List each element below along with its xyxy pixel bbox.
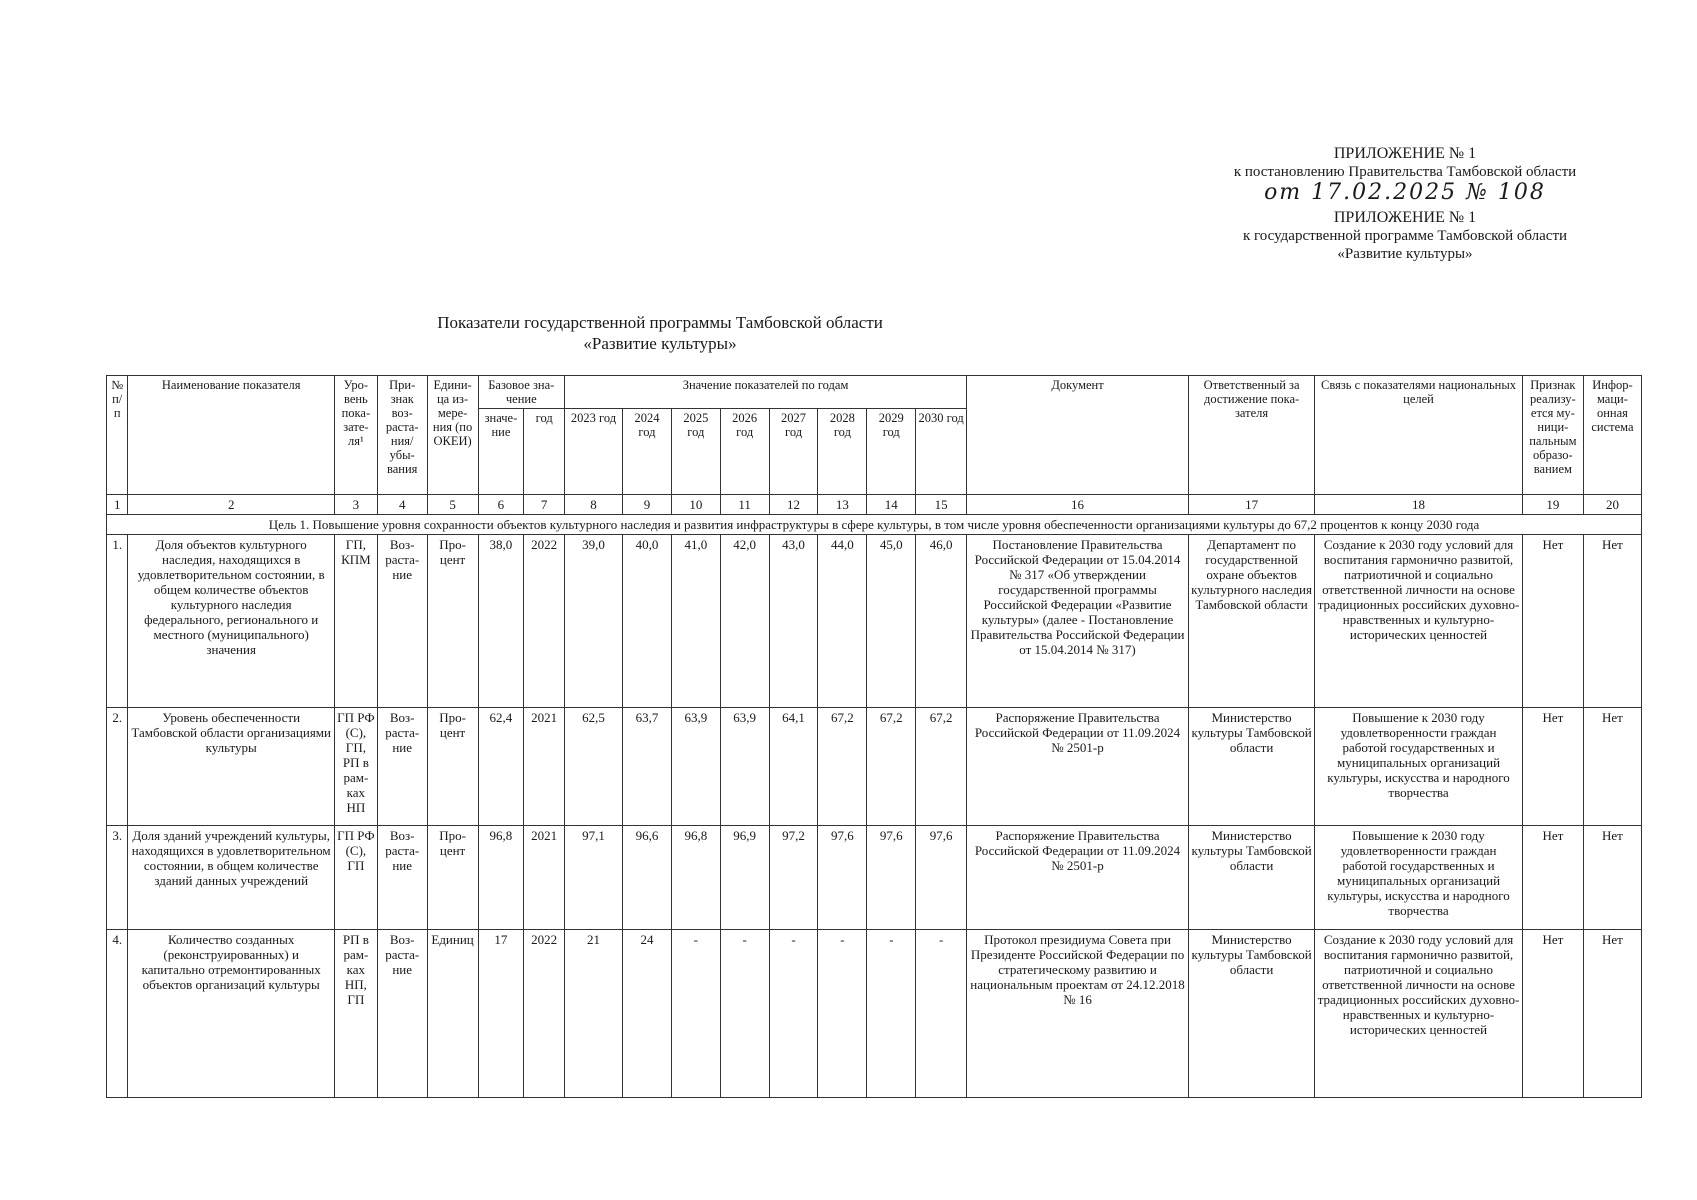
col-number: 6 bbox=[478, 495, 524, 515]
cell-2027: 64,1 bbox=[769, 708, 818, 826]
cell-2028: 44,0 bbox=[818, 535, 867, 708]
cell-2029: 67,2 bbox=[867, 708, 916, 826]
cell-base-year: 2021 bbox=[524, 826, 565, 930]
col-number: 14 bbox=[867, 495, 916, 515]
cell-document: Постановление Правительства Российской Федерации от 15.04.2014 № 317 «Об утверждении государственной программы Российской Федерации «Развитие культуры» (далее - Постановление Правительства Российской Федерации от 15.04.2014 № 317) bbox=[967, 535, 1189, 708]
cell-num: 3. bbox=[107, 826, 128, 930]
header-year-2026: 2026 год bbox=[720, 409, 769, 495]
cell-unit: Про-цент bbox=[427, 826, 478, 930]
cell-name: Доля объектов культурного наследия, находящихся в удовлетворительном состоянии, в общем количестве объектов культурного наследия федерального, регионального и местного (муниципального) значения bbox=[128, 535, 335, 708]
cell-national-goal: Повышение к 2030 году удовлетворенности граждан работой государственных и муниципальных организаций культуры, искусства и народного творчества bbox=[1315, 826, 1523, 930]
table-row bbox=[107, 826, 1642, 930]
cell-trend: Воз-раста-ние bbox=[377, 708, 427, 826]
cell-base-year: 2022 bbox=[524, 535, 565, 708]
table-header bbox=[107, 376, 1642, 495]
cell-2028: - bbox=[818, 930, 867, 1098]
cell-base-value: 17 bbox=[478, 930, 524, 1098]
cell-responsible: Министерство культуры Тамбовской области bbox=[1188, 708, 1314, 826]
col-number: 12 bbox=[769, 495, 818, 515]
cell-national-goal: Создание к 2030 году условий для воспитания гармонично развитой, патриотичной и социально ответственной личности на основе традиционных российских духовно-нравственных и культурно-исторических ценностей bbox=[1315, 930, 1523, 1098]
header-year-2029: 2029 год bbox=[867, 409, 916, 495]
cell-2024: 40,0 bbox=[623, 535, 672, 708]
column-numbers-row bbox=[107, 495, 1642, 515]
cell-2025: 96,8 bbox=[671, 826, 720, 930]
cell-2029: 45,0 bbox=[867, 535, 916, 708]
cell-base-year: 2021 bbox=[524, 708, 565, 826]
appendix-block bbox=[1205, 145, 1605, 263]
header-year-2028: 2028 год bbox=[818, 409, 867, 495]
indicators-table bbox=[106, 375, 1642, 1098]
appendix-title-2: ПРИЛОЖЕНИЕ № 1 bbox=[1333, 209, 1477, 226]
appendix-program-ref: к государственной программе Тамбовской области bbox=[1242, 228, 1568, 244]
col-number: 9 bbox=[623, 495, 672, 515]
col-number: 10 bbox=[671, 495, 720, 515]
cell-municipal: Нет bbox=[1522, 708, 1583, 826]
cell-trend: Воз-раста-ние bbox=[377, 930, 427, 1098]
cell-responsible: Министерство культуры Тамбовской области bbox=[1188, 826, 1314, 930]
document-title bbox=[380, 312, 940, 354]
header-infosystem: Инфор-маци-онная система bbox=[1583, 376, 1641, 495]
col-number: 4 bbox=[377, 495, 427, 515]
cell-2026: - bbox=[720, 930, 769, 1098]
cell-base-year: 2022 bbox=[524, 930, 565, 1098]
cell-unit: Единиц bbox=[427, 930, 478, 1098]
cell-2024: 24 bbox=[623, 930, 672, 1098]
cell-2030: 46,0 bbox=[916, 535, 967, 708]
col-number: 18 bbox=[1315, 495, 1523, 515]
cell-document: Протокол президиума Совета при Президенте Российской Федерации по стратегическому развитию и национальным проектам от 24.12.2018 № 16 bbox=[967, 930, 1189, 1098]
col-number: 3 bbox=[335, 495, 378, 515]
cell-trend: Воз-раста-ние bbox=[377, 535, 427, 708]
document-title-line-1: Показатели государственной программы Тамбовской области bbox=[437, 313, 883, 332]
cell-2028: 67,2 bbox=[818, 708, 867, 826]
cell-2023: 62,5 bbox=[565, 708, 623, 826]
header-responsible: Ответственный за достижение пока-зателя bbox=[1188, 376, 1314, 495]
cell-responsible: Департамент по государственной охране объектов культурного наследия Тамбовской области bbox=[1188, 535, 1314, 708]
cell-unit: Про-цент bbox=[427, 535, 478, 708]
cell-base-value: 38,0 bbox=[478, 535, 524, 708]
cell-name: Доля зданий учреждений культуры, находящихся в удовлетворительном состоянии, в общем количестве зданий данных учреждений bbox=[128, 826, 335, 930]
col-number: 13 bbox=[818, 495, 867, 515]
col-number: 16 bbox=[967, 495, 1189, 515]
col-number: 17 bbox=[1188, 495, 1314, 515]
col-number: 20 bbox=[1583, 495, 1641, 515]
cell-base-value: 62,4 bbox=[478, 708, 524, 826]
cell-2024: 96,6 bbox=[623, 826, 672, 930]
header-document: Документ bbox=[967, 376, 1189, 495]
cell-name: Количество созданных (реконструированных) и капитально отремонтированных объектов организаций культуры bbox=[128, 930, 335, 1098]
cell-level: РП в рам-ках НП, ГП bbox=[335, 930, 378, 1098]
cell-2029: 97,6 bbox=[867, 826, 916, 930]
table-row bbox=[107, 930, 1642, 1098]
cell-2027: 97,2 bbox=[769, 826, 818, 930]
cell-2023: 39,0 bbox=[565, 535, 623, 708]
cell-document: Распоряжение Правительства Российской Федерации от 11.09.2024 № 2501-р bbox=[967, 826, 1189, 930]
table-row bbox=[107, 708, 1642, 826]
cell-2026: 63,9 bbox=[720, 708, 769, 826]
cell-2030: 97,6 bbox=[916, 826, 967, 930]
cell-national-goal: Создание к 2030 году условий для воспитания гармонично развитой, патриотичной и социально ответственной личности на основе традиционных российских духовно-нравственных и культурно-исторических ценностей bbox=[1315, 535, 1523, 708]
header-year-2027: 2027 год bbox=[769, 409, 818, 495]
col-number: 2 bbox=[128, 495, 335, 515]
cell-2029: - bbox=[867, 930, 916, 1098]
cell-2027: - bbox=[769, 930, 818, 1098]
cell-2023: 97,1 bbox=[565, 826, 623, 930]
appendix-title-1: ПРИЛОЖЕНИЕ № 1 bbox=[1333, 145, 1477, 162]
col-number: 8 bbox=[565, 495, 623, 515]
header-year-2024: 2024 год bbox=[623, 409, 672, 495]
cell-infosystem: Нет bbox=[1583, 535, 1641, 708]
cell-2023: 21 bbox=[565, 930, 623, 1098]
appendix-program-name: «Развитие культуры» bbox=[1337, 246, 1473, 262]
goal-row bbox=[107, 515, 1642, 535]
col-number: 7 bbox=[524, 495, 565, 515]
cell-infosystem: Нет bbox=[1583, 930, 1641, 1098]
cell-name: Уровень обеспеченности Тамбовской области организациями культуры bbox=[128, 708, 335, 826]
header-year-2030: 2030 год bbox=[916, 409, 967, 495]
cell-num: 2. bbox=[107, 708, 128, 826]
header-year-2023: 2023 год bbox=[565, 409, 623, 495]
cell-municipal: Нет bbox=[1522, 535, 1583, 708]
header-name: Наименование показателя bbox=[128, 376, 335, 495]
header-level: Уро-вень пока-зате-ля¹ bbox=[335, 376, 378, 495]
cell-2026: 96,9 bbox=[720, 826, 769, 930]
goal-text: Цель 1. Повышение уровня сохранности объектов культурного наследия и развития инфраструктуры в сфере культуры, в том числе уровня обеспеченности организациями культуры до 67,2 процентов к концу 2030 года bbox=[107, 515, 1642, 535]
header-national-goals: Связь с показателями национальных целей bbox=[1315, 376, 1523, 495]
cell-municipal: Нет bbox=[1522, 826, 1583, 930]
cell-unit: Про-цент bbox=[427, 708, 478, 826]
cell-responsible: Министерство культуры Тамбовской области bbox=[1188, 930, 1314, 1098]
cell-2028: 97,6 bbox=[818, 826, 867, 930]
header-unit: Едини-ца из-мере-ния (по ОКЕИ) bbox=[427, 376, 478, 495]
header-num: № п/п bbox=[107, 376, 128, 495]
cell-level: ГП РФ (С), ГП, РП в рам-ках НП bbox=[335, 708, 378, 826]
col-number: 15 bbox=[916, 495, 967, 515]
cell-num: 1. bbox=[107, 535, 128, 708]
cell-infosystem: Нет bbox=[1583, 826, 1641, 930]
cell-trend: Воз-раста-ние bbox=[377, 826, 427, 930]
cell-level: ГП, КПМ bbox=[335, 535, 378, 708]
cell-base-value: 96,8 bbox=[478, 826, 524, 930]
appendix-decree-ref: к постановлению Правительства Тамбовской области bbox=[1233, 164, 1577, 180]
cell-2025: - bbox=[671, 930, 720, 1098]
cell-2027: 43,0 bbox=[769, 535, 818, 708]
header-base: Базовое зна-чение bbox=[478, 376, 565, 409]
cell-2025: 63,9 bbox=[671, 708, 720, 826]
cell-2030: - bbox=[916, 930, 967, 1098]
cell-2024: 63,7 bbox=[623, 708, 672, 826]
table-row bbox=[107, 535, 1642, 708]
header-trend: При-знак воз-раста-ния/ убы-вания bbox=[377, 376, 427, 495]
header-municipal: Признак реализу-ется му-ници-пальным образо-ванием bbox=[1522, 376, 1583, 495]
document-title-line-2: «Развитие культуры» bbox=[583, 334, 737, 353]
cell-infosystem: Нет bbox=[1583, 708, 1641, 826]
cell-level: ГП РФ (С), ГП bbox=[335, 826, 378, 930]
header-base-year: год bbox=[524, 409, 565, 495]
cell-num: 4. bbox=[107, 930, 128, 1098]
cell-2025: 41,0 bbox=[671, 535, 720, 708]
header-values-by-year: Значение показателей по годам bbox=[565, 376, 967, 409]
cell-national-goal: Повышение к 2030 году удовлетворенности граждан работой государственных и муниципальных организаций культуры, искусства и народного творчества bbox=[1315, 708, 1523, 826]
col-number: 11 bbox=[720, 495, 769, 515]
cell-2026: 42,0 bbox=[720, 535, 769, 708]
handwritten-date-number: от 17.02.2025 № 108 bbox=[1264, 180, 1546, 205]
col-number: 5 bbox=[427, 495, 478, 515]
col-number: 1 bbox=[107, 495, 128, 515]
header-year-2025: 2025 год bbox=[671, 409, 720, 495]
cell-municipal: Нет bbox=[1522, 930, 1583, 1098]
cell-document: Распоряжение Правительства Российской Федерации от 11.09.2024 № 2501-р bbox=[967, 708, 1189, 826]
header-base-value: значе-ние bbox=[478, 409, 524, 495]
cell-2030: 67,2 bbox=[916, 708, 967, 826]
col-number: 19 bbox=[1522, 495, 1583, 515]
